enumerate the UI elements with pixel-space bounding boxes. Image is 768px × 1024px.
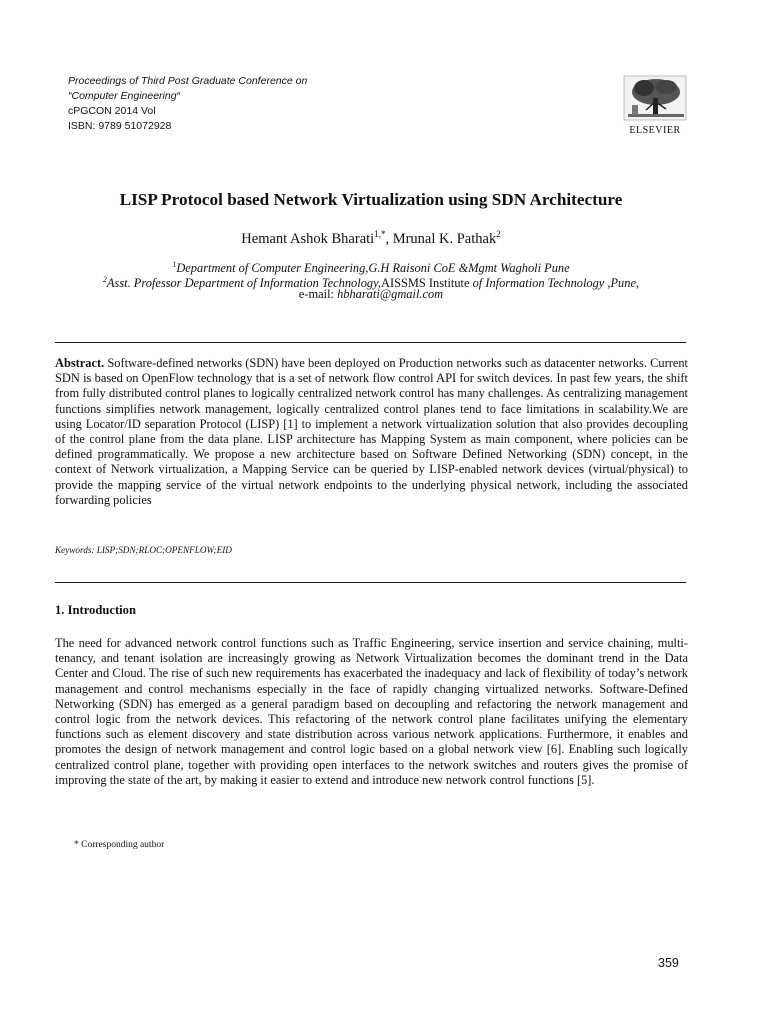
affiliation-text: Department of Computer Engineering,G.H Raisoni CoE &Mgmt Wagholi Pune xyxy=(176,261,570,276)
proceedings-line: Proceedings of Third Post Graduate Conference on xyxy=(68,75,308,87)
author-affiliation-mark: 2 xyxy=(496,229,501,239)
affiliation-text: of Information Technology ,Pune, xyxy=(472,276,640,291)
conference-name: “Computer Engineering“ xyxy=(68,90,181,102)
affiliation-mark: 2 xyxy=(102,275,107,284)
divider xyxy=(55,582,686,583)
email-label: e-mail: xyxy=(298,287,338,301)
abstract xyxy=(55,356,688,508)
author-name: Hemant Ashok Bharati xyxy=(241,230,375,247)
affiliation-text: Asst. Professor Department of Information Technology, xyxy=(106,276,382,291)
author-name: Mrunal K. Pathak xyxy=(392,230,497,247)
author-affiliation-mark: 1,* xyxy=(374,229,386,239)
elsevier-logo xyxy=(622,74,688,136)
section-heading: 1. Introduction xyxy=(55,603,136,617)
abstract-label: Abstract. xyxy=(55,356,105,370)
abstract-text: Software-defined networks (SDN) have been deployed on Production networks such as datacenter networks. Current SDN is based on OpenFlow technology that is a set of network flow control API for switch devices. In past few years, the shift from fully distributed control planes to logically centralized network control has many challenges. As centralizing management functions simplifies network management, logically centralized control planes tend to face limitations in scalability.We are using Locator/ID separation Protocol (LISP) [1] to implement a network virtualization solution that also provides decoupling of the control plane from the data plane. LISP architecture has Mapping System as main component, where policies can be defined programmatically. We propose a new architecture based on Software Defined Networking (SDN) concept, in the context of Network virtualization, a Mapping Service can be queried by LISP-enabled network devices (virtual/physical) to provide the mapping service of the virtual network endpoints to the underlying physical network, including the associated forwarding policies xyxy=(55,356,688,507)
publisher-name: ELSEVIER xyxy=(629,125,681,136)
author-separator: , xyxy=(385,230,393,247)
proceedings-header xyxy=(68,74,307,134)
paper-title: LISP Protocol based Network Virtualization using SDN Architecture xyxy=(119,190,623,209)
keywords: Keywords: LISP;SDN;RLOC;OPENFLOW;EID xyxy=(55,545,232,555)
author-line xyxy=(0,229,742,248)
email-line xyxy=(0,287,742,302)
isbn-line: ISBN: 9789 51072928 xyxy=(68,120,172,132)
volume-line: cPGCON 2014 Vol xyxy=(68,105,156,117)
affiliation-text: AISSMS Institute xyxy=(381,276,473,291)
divider xyxy=(55,342,686,343)
footnote: * Corresponding author xyxy=(74,840,165,850)
tree-icon xyxy=(622,74,688,124)
page-number: 359 xyxy=(658,956,679,970)
email-address: hbharati@gmail.com xyxy=(337,287,444,301)
affiliation-mark: 1 xyxy=(172,260,177,269)
introduction-text: The need for advanced network control functions such as Traffic Engineering, service insertion and service chaining, multi-tenancy, and tenant isolation are increasingly growing as Network Virtualization becomes the dominant trend in the Data Center and Cloud. The rise of such new requirements has exacerbated the inadequacy and lack of flexibility of today’s network management and control mechanisms especially in the face of rapidly changing virtualized networks. Software-Defined Networking (SDN) has emerged as a general paradigm based on decoupling and refactoring the network management and control logic from the network devices. This refactoring of the network control plane facilitates unifying the elementary functions such as element discovery and state distribution across various network applications. Furthermore, it enables and promotes the design of network management and control logic based on a global network view [6]. Enabling such logically centralized control plane, together with providing open interfaces to the network switches and routers gives the promise of improving the state of the art, by making it easier to extend and introduce new network control functions [5]. xyxy=(55,636,688,787)
